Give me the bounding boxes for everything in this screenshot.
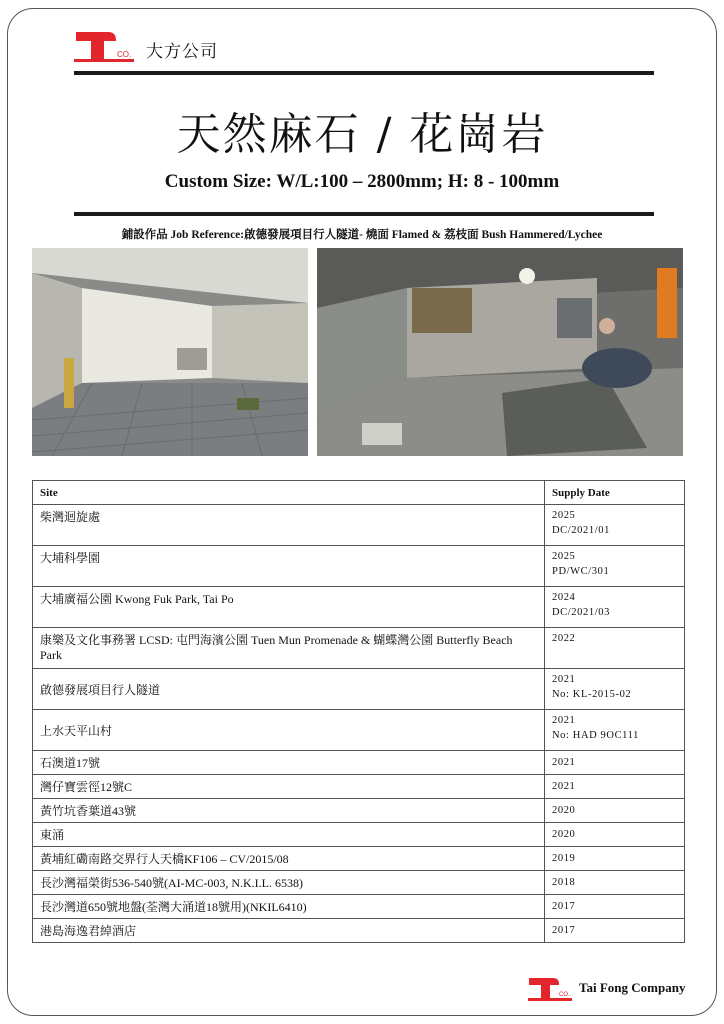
site-cell: 黃竹坑香葉道43號 — [33, 799, 545, 823]
supply-date-cell — [545, 751, 685, 775]
site-cell: 灣仔寶雲徑12號C — [33, 775, 545, 799]
supply-date-cell — [545, 919, 685, 943]
supply-year: 2021 — [552, 781, 576, 792]
supply-year: 2019 — [552, 853, 576, 864]
supply-date-cell — [545, 775, 685, 799]
site-cell: 大埔科學園 — [33, 546, 545, 587]
supply-year: 2017 — [552, 925, 576, 936]
table-row — [33, 799, 685, 823]
supply-date-cell — [545, 823, 685, 847]
supply-date-cell — [545, 710, 685, 751]
supply-date-cell — [545, 546, 685, 587]
job-photo-workers-laying — [317, 248, 683, 456]
supply-year: 2025 — [552, 551, 576, 562]
site-cell: 康樂及文化事務署 LCSD: 屯門海濱公園 Tuen Mun Promenade & 蝴蝶灣公園 Butterfly Beach Park — [33, 628, 545, 669]
company-logo-footer — [528, 975, 572, 1001]
table-row — [33, 895, 685, 919]
supply-year: 2025 — [552, 510, 576, 521]
site-cell: 柴灣迴旋處 — [33, 505, 545, 546]
supply-date-cell — [545, 895, 685, 919]
contract-number: DC/2021/03 — [552, 607, 610, 618]
company-logo — [74, 28, 134, 62]
table-header-row — [33, 481, 685, 505]
table-row — [33, 505, 685, 546]
supply-date-cell — [545, 587, 685, 628]
top-divider — [74, 71, 654, 75]
site-cell: 石澳道17號 — [33, 751, 545, 775]
site-cell: 啟德發展項目行人隧道 — [33, 669, 545, 710]
page-title: 天然麻石 / 花崗岩 — [176, 109, 548, 160]
table-row — [33, 823, 685, 847]
table-row — [33, 710, 685, 751]
table-row — [33, 628, 685, 669]
supply-year: 2021 — [552, 674, 576, 685]
supply-date-cell — [545, 871, 685, 895]
table-row — [33, 587, 685, 628]
logo-text: CO. — [117, 50, 132, 59]
job-photo-tunnel-empty — [32, 248, 308, 456]
footer-logo-text: CO. — [559, 992, 570, 998]
brand-name-en: Tai Fong Company — [579, 980, 686, 995]
job-reference: 鋪設作品 Job Reference:啟德發展項目行人隧道- 燒面 Flamed & 荔枝面 Bush Hammered/Lychee — [121, 229, 603, 241]
site-cell: 上水天平山村 — [33, 710, 545, 751]
middle-divider — [74, 212, 654, 216]
supply-date-cell — [545, 799, 685, 823]
site-cell: 港島海逸君綽酒店 — [33, 919, 545, 943]
supply-date-column-header: Supply Date — [545, 481, 685, 505]
site-cell: 黃埔紅磡南路交界行人天橋KF106 – CV/2015/08 — [33, 847, 545, 871]
supply-date-cell — [545, 669, 685, 710]
supply-date-cell — [545, 505, 685, 546]
table-row — [33, 546, 685, 587]
supply-year: 2021 — [552, 715, 576, 726]
table-row — [33, 775, 685, 799]
supply-year: 2022 — [552, 633, 576, 644]
contract-number: DC/2021/01 — [552, 525, 610, 536]
supply-date-cell — [545, 628, 685, 669]
site-cell: 長沙灣福榮街536-540號(AI-MC-003, N.K.I.L. 6538) — [33, 871, 545, 895]
table-row — [33, 847, 685, 871]
contract-number: PD/WC/301 — [552, 566, 610, 577]
supply-date-cell — [545, 847, 685, 871]
table-row — [33, 871, 685, 895]
site-cell: 大埔廣福公園 Kwong Fuk Park, Tai Po — [33, 587, 545, 628]
site-cell: 長沙灣道650號地盤(荃灣大涌道18號用)(NKIL6410) — [33, 895, 545, 919]
brand-name-zh: 大方公司 — [146, 42, 218, 62]
table-row — [33, 669, 685, 710]
custom-size-subtitle: Custom Size: W/L:100 – 2800mm; H: 8 - 100mm — [164, 171, 560, 192]
contract-number: No: HAD 9OC111 — [552, 730, 639, 741]
site-reference-table — [32, 480, 685, 943]
supply-year: 2020 — [552, 805, 576, 816]
table-row — [33, 751, 685, 775]
supply-year: 2024 — [552, 592, 576, 603]
supply-year: 2021 — [552, 757, 576, 768]
site-column-header: Site — [33, 481, 545, 505]
supply-year: 2020 — [552, 829, 576, 840]
table-row — [33, 919, 685, 943]
supply-year: 2018 — [552, 877, 576, 888]
site-cell: 東涌 — [33, 823, 545, 847]
supply-year: 2017 — [552, 901, 576, 912]
contract-number: No: KL-2015-02 — [552, 689, 632, 700]
